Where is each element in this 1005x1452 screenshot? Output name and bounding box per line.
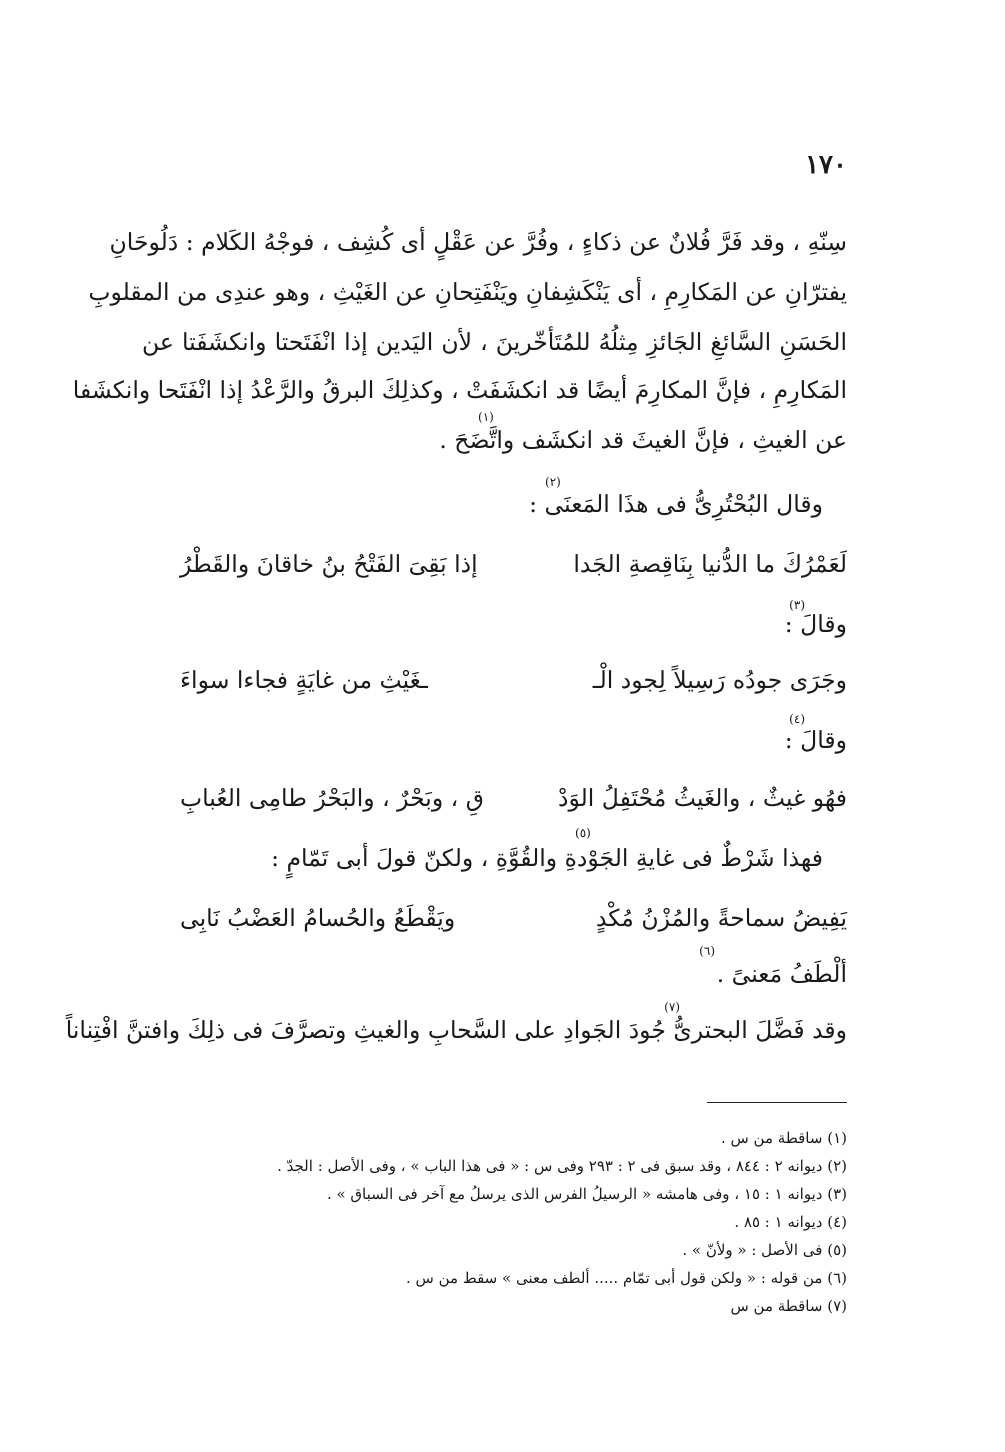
footnote-text: ساقطة من س: [730, 1297, 823, 1315]
footnote-number: (٤): [827, 1213, 847, 1231]
body-line: يفترّانِ عن المَكارِمِ ، أى يَنْكَشِفانِ ويَنْفَتِحانِ عن الغَيْثِ ، وهو عندِى من المقلوبِ: [88, 278, 847, 306]
verse-line: [180, 544, 847, 584]
footnote: [142, 1212, 847, 1232]
verse-hemistich-right: فهُو غيثٌ ، والغَيثُ مُحْتَفِلُ الوَدْ: [558, 784, 847, 812]
verse-hemistich-right: يَفِيضُ سماحةً والمُزْنُ مُكْدٍ: [595, 904, 847, 932]
body-line: ألْطَفُ مَعنىً .: [716, 960, 847, 988]
footnote: [142, 1128, 847, 1148]
verse-hemistich-right: لَعَمْرُكَ ما الدُّنيا بِنَاقِصةِ الجَدا: [573, 550, 847, 578]
body-line: عن الغيثِ ، فإنَّ الغيثَ قد انكشَف واتَّضَحَ .: [439, 426, 847, 454]
footnote: [142, 1268, 847, 1288]
verse-line: [180, 660, 847, 700]
verse-hemistich-left: قِ ، وبَحْرٌ ، والبَحْرُ طامِى العُبابِ: [180, 784, 484, 812]
footnote-marker: (٤): [789, 712, 805, 726]
footnote-marker: (٢): [545, 475, 561, 489]
verse-hemistich-left: ويَقْطَعُ والحُسامُ العَضْبُ نَابِى: [180, 904, 456, 932]
body-line: فهذا شَرْطٌ فى غايةِ الجَوْدةِ والقُوَّةِ ، ولكنّ قولَ أبى تَمّامٍ :: [271, 844, 823, 872]
footnote-number: (١): [827, 1129, 847, 1147]
verse-hemistich-left: ـغَيْثِ من غايَةٍ فجاءا سواءَ: [180, 666, 428, 694]
verse-intro: وقال البُحْتُرِىُّ فى هذَا المَعنَى :: [529, 490, 823, 518]
footnote-marker: (٥): [575, 826, 591, 840]
footnote-marker: (١): [478, 410, 494, 424]
footnote-marker: (٧): [664, 1000, 680, 1014]
body-line: المَكارِمِ ، فإنَّ المكارِمَ أيضًا قد انكشَفَتْ ، وكذلِكَ البرقُ والرَّعْدُ إذا انْفَتَحا وانكشَفا: [72, 376, 847, 404]
footnote-number: (٣): [827, 1185, 847, 1203]
footnote-marker: (٣): [789, 598, 805, 612]
body-line: الحَسَنِ السَّائغِ الجَائزِ مِثلُهُ للمُتَأخّرينَ ، لأن اليَدين إذا انْفَتَحتا وانكشَفَتا عن: [142, 328, 847, 356]
footnote-text: من قوله : « ولكن قول أبى تمّام ..... ألطف معنى » سقط من س .: [406, 1269, 823, 1287]
footnote-marker: (٦): [699, 944, 715, 958]
verse-hemistich-left: إذا بَقِىَ الفَتْحُ بنُ خاقانَ والقَطْرُ: [180, 550, 478, 578]
footnote-text: فى الأصل : « ولأنّ » .: [682, 1241, 823, 1259]
verse-intro: وقالَ :: [784, 610, 847, 638]
footnote: [142, 1240, 847, 1260]
footnote: [142, 1296, 847, 1316]
footnote-number: (٧): [827, 1297, 847, 1315]
footnote-text: ديوانه ١ : ١٥ ، وفى هامشه « الرسيلُ الفرس الذى يرسلُ مع آخر فى السباق » .: [326, 1185, 823, 1203]
verse-line: [180, 898, 847, 938]
verse-line: [180, 778, 847, 818]
footnote-separator: [707, 1102, 847, 1103]
body-line: وقد فَضَّلَ البحترىُّ جُودَ الجَوادِ على السَّحابِ والغيثِ وتصرَّفَ فى ذلِكَ وافتنَّ افْتِناناً: [65, 1016, 847, 1044]
footnote-text: ساقطة من س .: [720, 1129, 823, 1147]
footnote-number: (٥): [827, 1241, 847, 1259]
body-line: سِنّهِ ، وقد فَرَّ فُلانٌ عن ذكاءٍ ، وفُرَّ عن عَقْلٍ أى كُشِف ، فوجْهُ الكَلام : دَلُوحَانِ: [109, 228, 847, 256]
page-number: ١٧٠: [805, 150, 847, 180]
footnote-text: ديوانه ١ : ٨٥ .: [734, 1213, 823, 1231]
verse-hemistich-right: وجَرَى جودُه رَسِيلاً لِجود الْـ: [592, 666, 847, 694]
footnote: [142, 1156, 847, 1176]
footnote-number: (٦): [827, 1269, 847, 1287]
footnote-text: ديوانه ٢ : ٨٤٤ ، وقد سبق فى ٢ : ٢٩٣ وفى س : « فى هذا الباب » ، وفى الأصل : الجدّ .: [277, 1157, 823, 1175]
verse-intro: وقالَ :: [784, 726, 847, 754]
footnote: [142, 1184, 847, 1204]
footnote-number: (٢): [827, 1157, 847, 1175]
